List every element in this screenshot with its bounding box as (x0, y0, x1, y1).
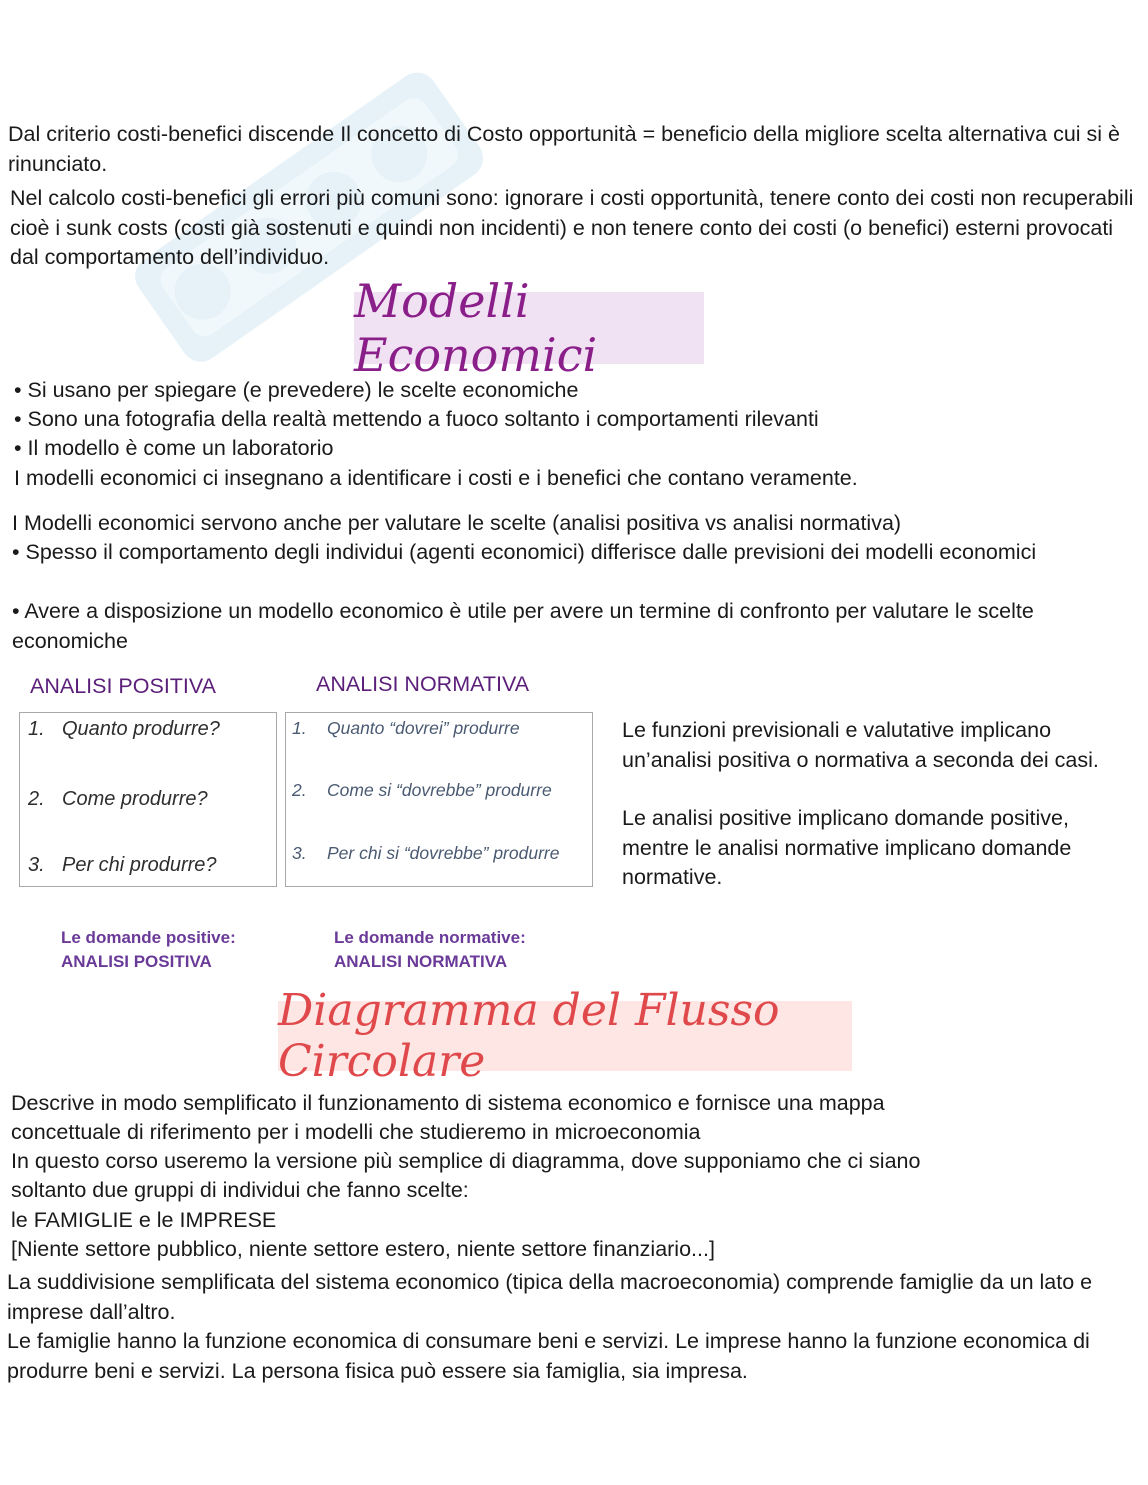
diagramma-famiglie-paragraph: Le famiglie hanno la funzione economica di consumare beni e servizi. Le imprese hanno la funzione economica di produrre beni e servizi. La persona fisica può essere sia famiglia, sia impresa. (7, 1329, 1090, 1383)
analisi-side-text-1: Le funzioni previsionali e valutative implicano un’analisi positiva o normativa a seconda dei casi. (622, 718, 1099, 772)
analisi-side-text-2: Le analisi positive implicano domande positive, mentre le analisi normative implicano domande normative. (622, 806, 1072, 889)
modelli-summary: I modelli economici ci insegnano a identificare i costi e i benefici che contano veramente. (14, 466, 858, 490)
positive-question: 3. Per chi produrre? (28, 854, 217, 876)
diagramma-line: soltanto due gruppi di individui che fanno scelte: (11, 1178, 469, 1202)
diagramma-line: concettuale di riferimento per i modelli che studieremo in microeconomia (11, 1120, 701, 1144)
modelli-bullet: • Il modello è come un laboratorio (14, 436, 334, 460)
modelli-bullet: • Si usano per spiegare (e prevedere) le scelte economiche (14, 378, 579, 402)
modelli-valutare-paragraph: I Modelli economici servono anche per valutare le scelte (analisi positiva vs analisi normativa) (12, 511, 902, 535)
diagramma-line: Descrive in modo semplificato il funzionamento di sistema economico e fornisce una mappa (11, 1091, 885, 1115)
diagramma-line: le FAMIGLIE e le IMPRESE (11, 1208, 277, 1232)
diagramma-flusso-title: Diagramma del Flusso Circolare (278, 1001, 852, 1071)
positive-caption: Le domande positive: ANALISI POSITIVA (61, 928, 236, 971)
modelli-bullet: • Sono una fotografia della realtà mettendo a fuoco soltanto i comportamenti rilevanti (14, 407, 819, 431)
modelli-economici-title: Modelli Economici (354, 292, 704, 364)
normative-question: 2. Come si “dovrebbe” produrre (292, 780, 552, 800)
positive-question: 2. Come produrre? (28, 788, 208, 810)
positive-question: 1. Quanto produrre? (28, 718, 220, 740)
intro-paragraph-common-errors: Nel calcolo costi-benefici gli errori più comuni sono: ignorare i costi opportunità, tenere conto dei costi non recuperabili cioè i sunk costs (costi già sostenuti e quindi non incidenti) e non tenere conto dei costi (o benefici) esterni provocati dal comportamento dell’individuo. (10, 186, 1134, 269)
positive-questions-box (19, 712, 277, 887)
normative-questions-box (285, 712, 593, 887)
intro-paragraph-opportunity-cost: Dal criterio costi-benefici discende Il concetto di Costo opportunità = beneficio della migliore scelta alternativa cui si è rinunciato. (8, 122, 1121, 176)
diagramma-line: In questo corso useremo la versione più semplice di diagramma, dove supponiamo che ci siano (11, 1149, 921, 1173)
normative-caption: Le domande normative: ANALISI NORMATIVA (334, 928, 526, 971)
diagramma-line: [Niente settore pubblico, niente settore estero, niente settore finanziario...] (11, 1237, 715, 1261)
analisi-normativa-heading: ANALISI NORMATIVA (316, 672, 530, 696)
diagramma-suddivisione-paragraph: La suddivisione semplificata del sistema economico (tipica della macroeconomia) comprende famiglie da un lato e imprese dall’altro. (7, 1270, 1093, 1324)
modelli-bullet-avere: • Avere a disposizione un modello economico è utile per avere un termine di confronto per valutare le scelte economiche (12, 599, 1034, 653)
normative-question: 3. Per chi si “dovrebbe” produrre (292, 843, 560, 863)
modelli-bullet-spesso: • Spesso il comportamento degli individui (agenti economici) differisce dalle previsioni dei modelli economici (12, 540, 1037, 564)
analisi-positiva-heading: ANALISI POSITIVA (30, 674, 216, 698)
normative-question: 1. Quanto “dovrei” produrre (292, 718, 520, 738)
